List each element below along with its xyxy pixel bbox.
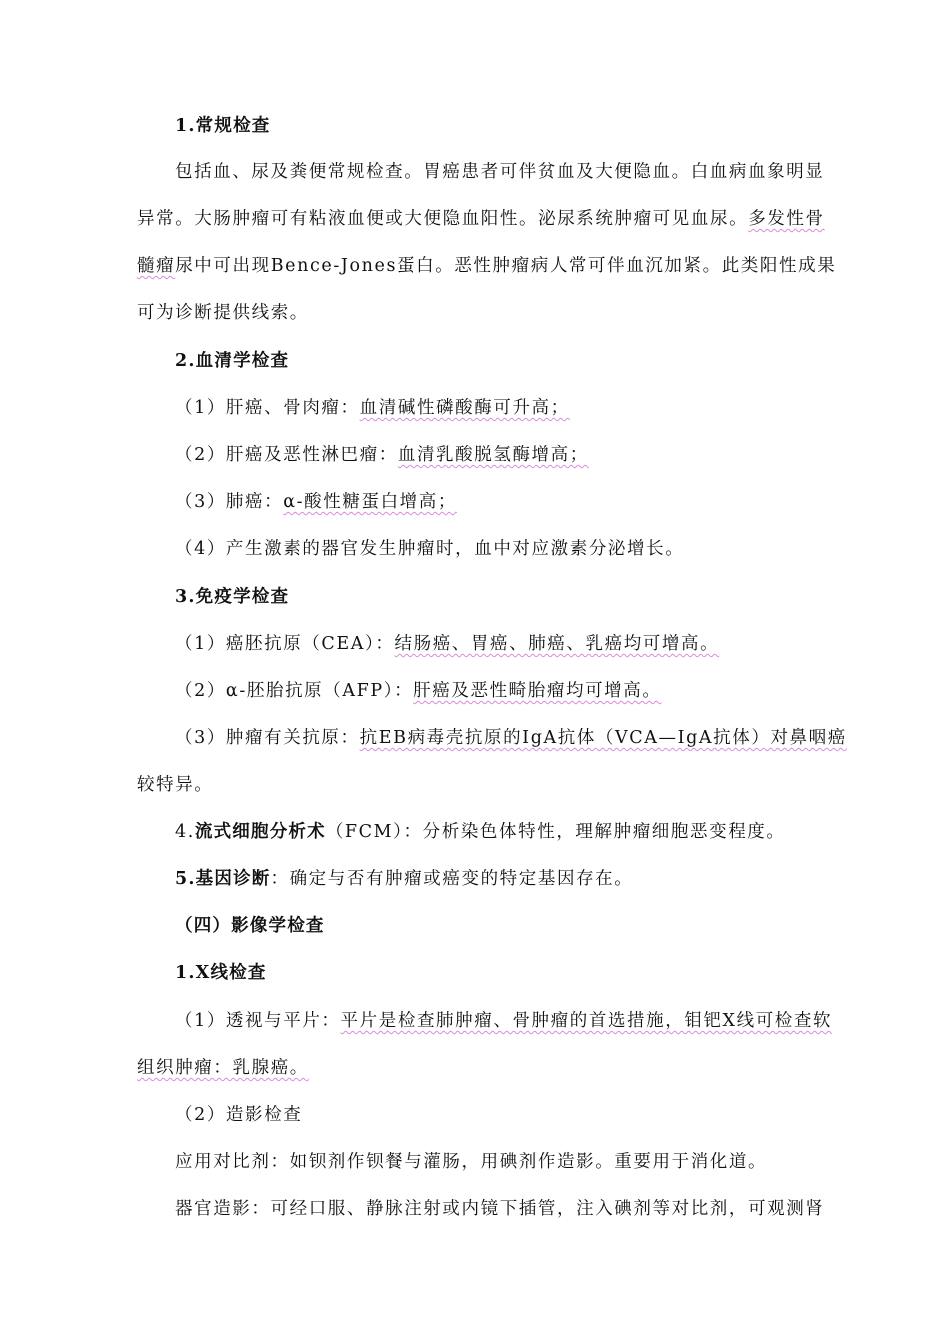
list-item xyxy=(175,632,719,656)
paragraph-line: 应用对比剂：如钡剂作钡餐与灌肠，用碘剂作造影。重要用于消化道。 xyxy=(175,1152,768,1172)
section-heading-routine-exam: 1.常规检查 xyxy=(175,116,271,136)
text-run: α-酸性糖蛋白增高； xyxy=(283,492,457,512)
paragraph-line: 较特异。 xyxy=(137,775,214,795)
section-heading-imaging: （四）影像学检查 xyxy=(175,916,325,936)
list-item xyxy=(175,679,661,703)
text-run: （FCM）：分析染色体特性，理解肿瘤细胞恶变程度。 xyxy=(325,822,786,842)
list-item: （4）产生激素的器官发生肿瘤时，血中对应激素分泌增长。 xyxy=(175,539,685,559)
text-run: （3）肿瘤有关抗原： xyxy=(175,728,360,748)
text-run: 5.基因诊断 xyxy=(175,869,271,889)
text-run: 多发性骨 xyxy=(748,209,825,229)
text-run: 抗EB病毒壳抗原的IgA抗体（VCA—IgA抗体）对鼻咽癌 xyxy=(359,728,847,748)
text-run: （1）肝癌、骨肉瘤： xyxy=(175,398,360,418)
paragraph-line xyxy=(137,254,836,278)
text-run: （1）癌胚抗原（CEA）： xyxy=(175,634,395,654)
paragraph-line xyxy=(137,1056,309,1080)
text-run: 结肠癌、胃癌、肺癌、乳癌均可增高。 xyxy=(394,634,720,654)
text-run: 血清碱性磷酸酶可升高； xyxy=(359,398,570,418)
section-heading-serology: 2.血清学检查 xyxy=(175,351,290,371)
text-run: 组织肿瘤：乳腺癌。 xyxy=(137,1058,309,1078)
text-run: （3）肺癌： xyxy=(175,492,284,512)
paragraph-line: 可为诊断提供线索。 xyxy=(137,303,309,323)
list-item xyxy=(175,1009,832,1033)
text-run: 尿中可出现Bence-Jones蛋白。恶性肿瘤病人常可伴血沉加紧。此类阳性成果 xyxy=(175,256,837,276)
paragraph-line: 包括血、尿及粪便常规检查。胃癌患者可伴贫血及大便隐血。白血病血象明显 xyxy=(175,162,825,182)
list-item xyxy=(175,726,847,750)
paragraph-line xyxy=(137,207,825,231)
section-heading-gene-diagnosis xyxy=(175,867,633,891)
paragraph-line: 器官造影：可经口服、静脉注射或内镜下插管，注入碘剂等对比剂，可观测肾 xyxy=(175,1199,825,1219)
section-heading-flow-cytometry xyxy=(175,820,786,844)
text-run: 4. xyxy=(175,822,195,842)
text-run: 平片是检查肺肿瘤、骨肿瘤的首选措施，钼钯X线可检查软 xyxy=(340,1011,833,1031)
text-run: 髓瘤 xyxy=(137,256,176,276)
text-run: 血清乳酸脱氢酶增高； xyxy=(397,445,589,465)
text-run: （2）肝癌及恶性淋巴瘤： xyxy=(175,445,398,465)
list-item xyxy=(175,490,457,514)
section-heading-immunology: 3.免疫学检查 xyxy=(175,587,290,607)
text-run: ：确定与否有肿瘤或癌变的特定基因存在。 xyxy=(270,869,634,889)
list-item: （2）造影检查 xyxy=(175,1105,303,1125)
text-run: （2）α-胚胎抗原（AFP）： xyxy=(175,681,414,701)
list-item xyxy=(175,443,589,467)
text-run: 肝癌及恶性畸胎瘤均可增高。 xyxy=(413,681,662,701)
text-run: （1）透视与平片： xyxy=(175,1011,341,1031)
text-run: 异常。大肠肿瘤可有粘液血便或大便隐血阳性。泌尿系统肿瘤可见血尿。 xyxy=(137,209,749,229)
text-run: 流式细胞分析术 xyxy=(194,822,326,842)
list-item xyxy=(175,396,570,420)
section-heading-xray: 1.X线检查 xyxy=(175,963,267,983)
